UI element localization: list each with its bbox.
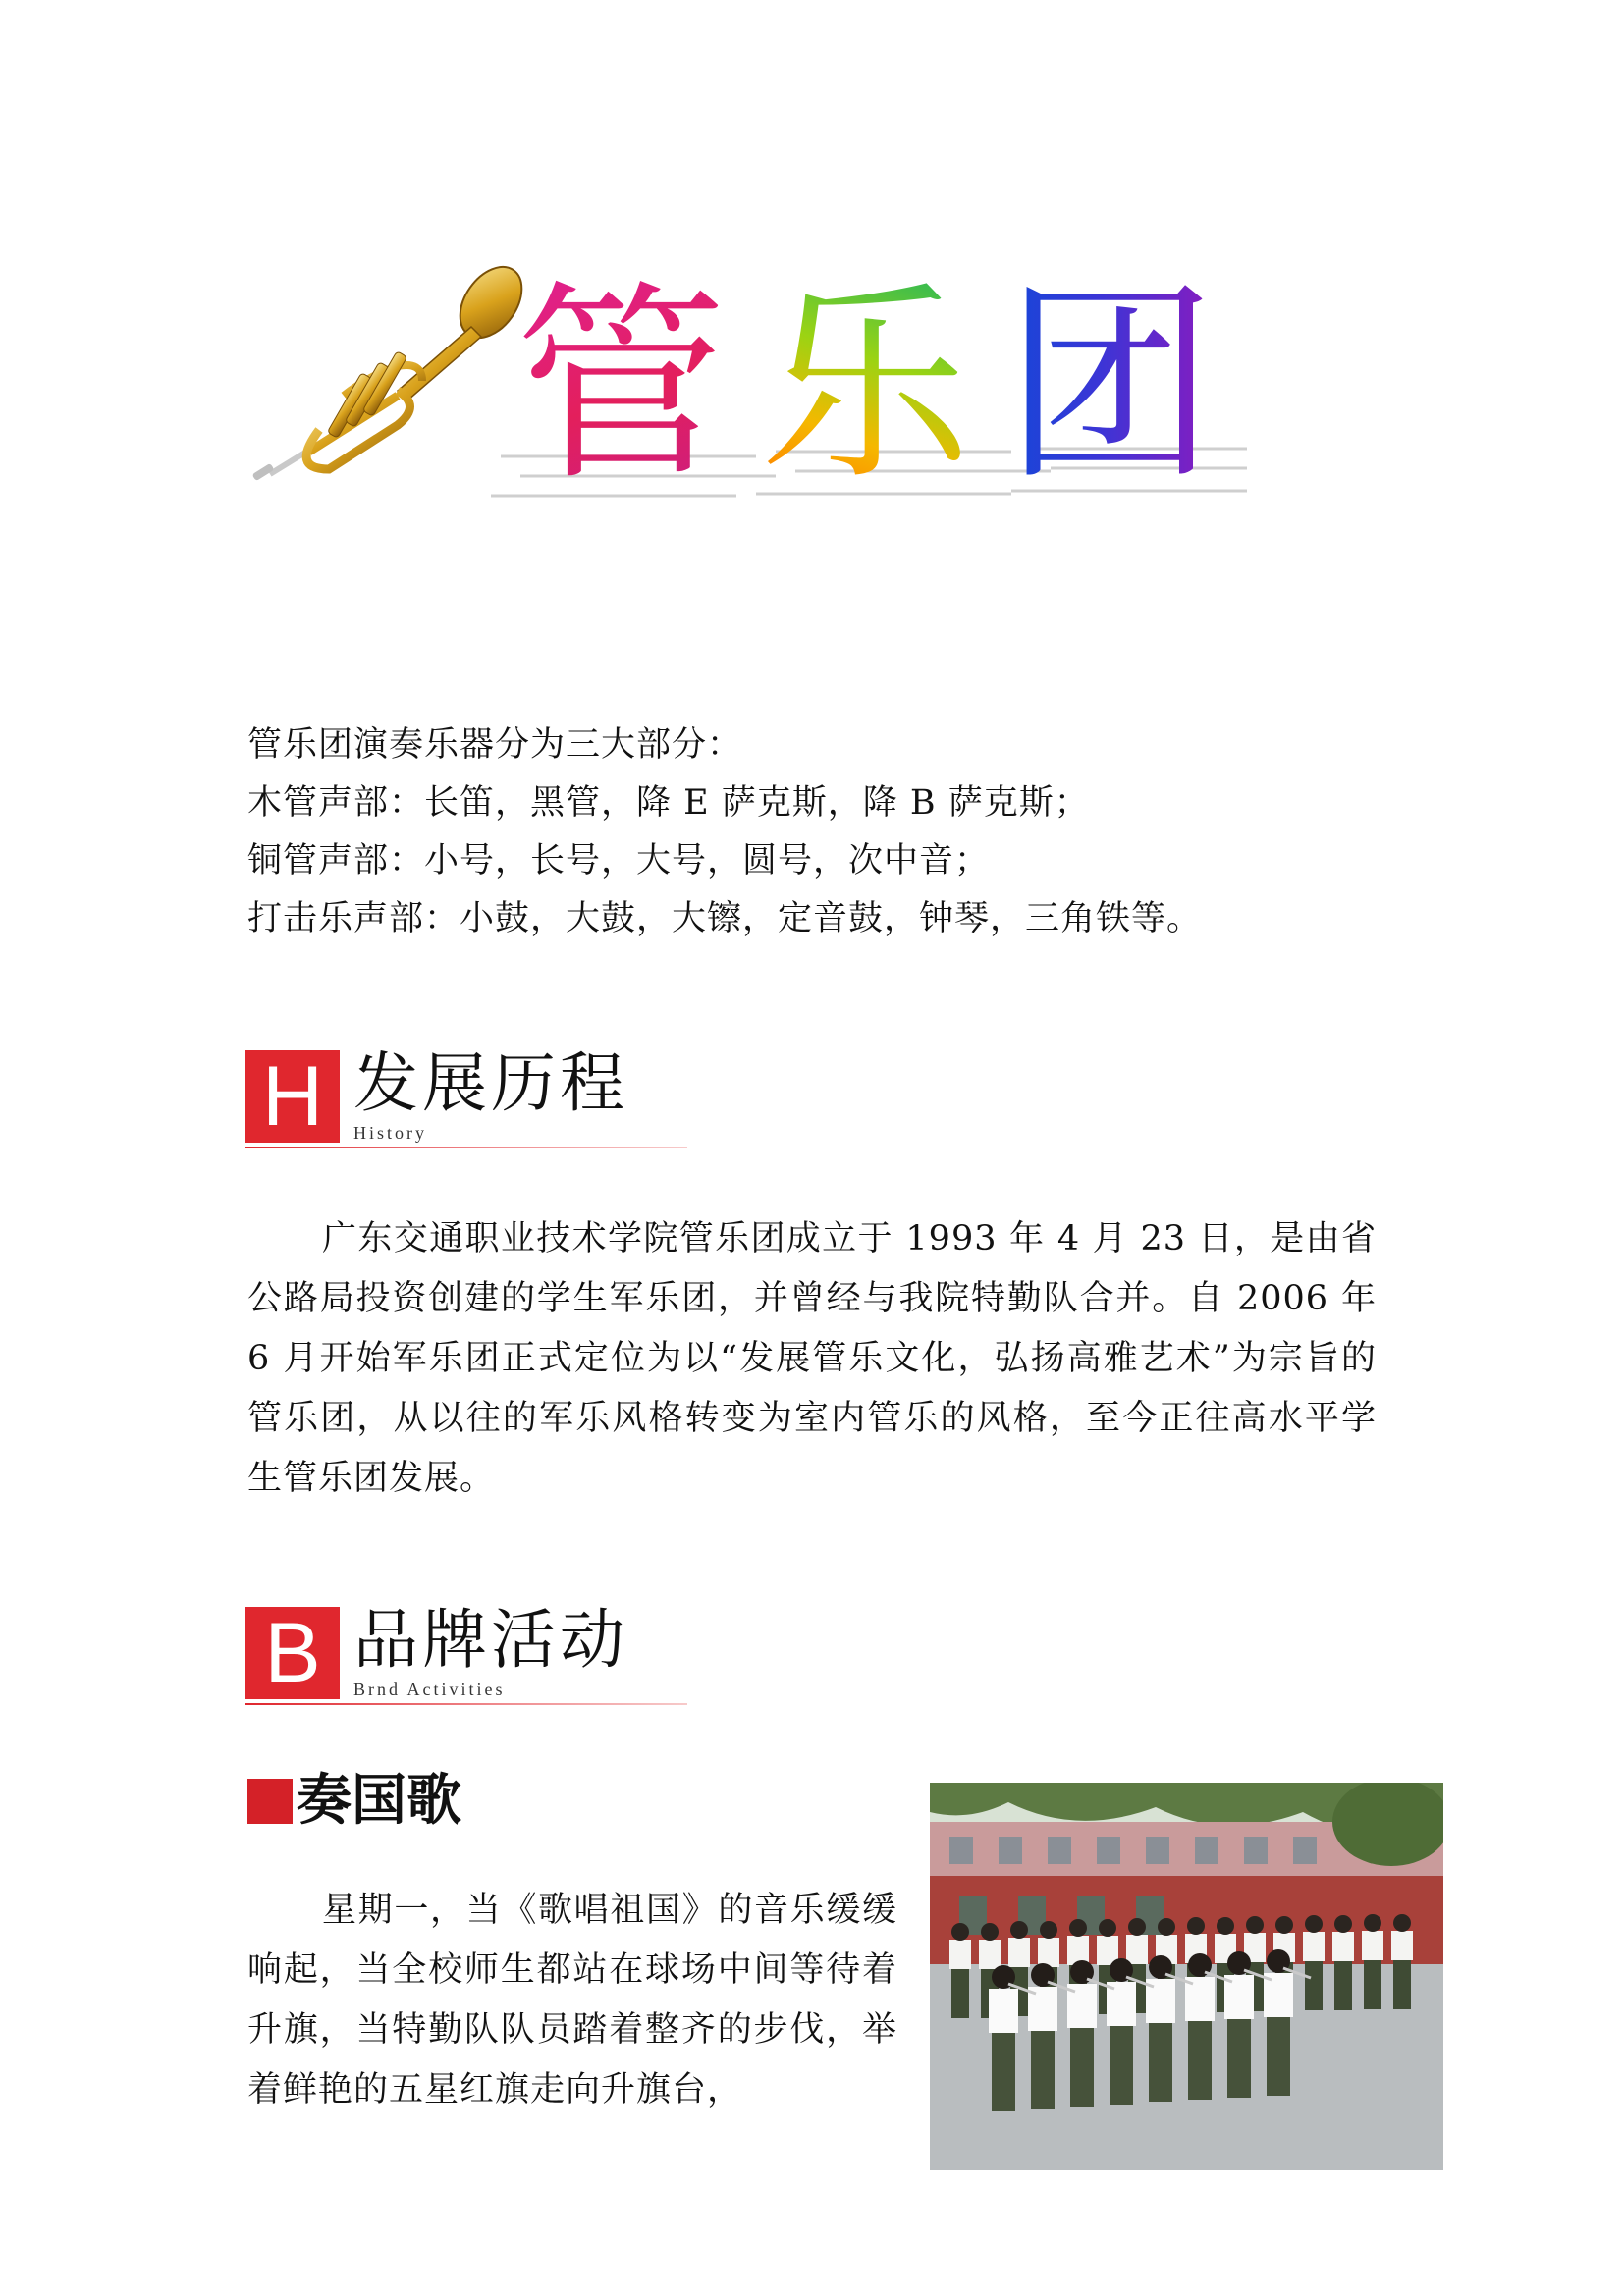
band-photo-image	[930, 1783, 1443, 2170]
section-subtitle: History	[353, 1123, 427, 1143]
title-char: 乐	[760, 262, 971, 508]
intro-line: 木管声部：长笛，黑管，降 E 萨克斯，降 B 萨克斯；	[247, 783, 1090, 823]
section-title: 发展历程	[353, 1045, 628, 1121]
band-photo	[930, 1783, 1443, 2170]
history-paragraph: 广东交通职业技术学院管乐团成立于 1993 年 4 月 23 日，是由省公路局投资创建的学生军乐团，并曾经与我院特勤队合并。自 2006 年 6 月开始军乐团正式定位为以“发展管乐文化，弘扬高雅艺术”为宗旨的管乐团，从以往的军乐风格转变为室内管乐的风格，至今正往高水平学生管乐团发展。	[247, 1219, 1377, 1498]
section-title: 品牌活动	[353, 1602, 628, 1678]
history-section-header	[245, 1045, 697, 1144]
red-square-icon	[247, 1779, 293, 1824]
section-underline	[245, 1703, 687, 1705]
anthem-body	[247, 1881, 897, 2120]
intro-line: 打击乐声部：小鼓，大鼓，大镲，定音鼓，钟琴，三角铁等。	[247, 899, 1203, 938]
section-underline	[245, 1147, 687, 1148]
title-char: 管	[515, 262, 727, 508]
anthem-heading-text: 奏国歌	[297, 1769, 461, 1833]
intro-text	[247, 717, 1426, 948]
title-char: 团	[1004, 262, 1216, 508]
anthem-heading	[247, 1767, 461, 1836]
intro-line: 铜管声部：小号，长号，大号，圆号，次中音；	[247, 841, 991, 881]
page-title	[515, 262, 1216, 508]
anthem-paragraph: 星期一，当《歌唱祖国》的音乐缓缓响起，当全校师生都站在球场中间等待着升旗，当特勤队队员踏着整齐的步伐，举着鲜艳的五星红旗走向升旗台，	[247, 1891, 897, 2109]
title-banner	[250, 250, 1330, 515]
brand-section-header	[245, 1602, 697, 1700]
section-letter-badge: H	[245, 1050, 340, 1143]
section-subtitle: Brnd Activities	[353, 1680, 506, 1699]
section-letter-badge: B	[245, 1607, 340, 1699]
history-body	[247, 1209, 1377, 1509]
intro-line: 管乐团演奏乐器分为三大部分：	[247, 725, 743, 765]
